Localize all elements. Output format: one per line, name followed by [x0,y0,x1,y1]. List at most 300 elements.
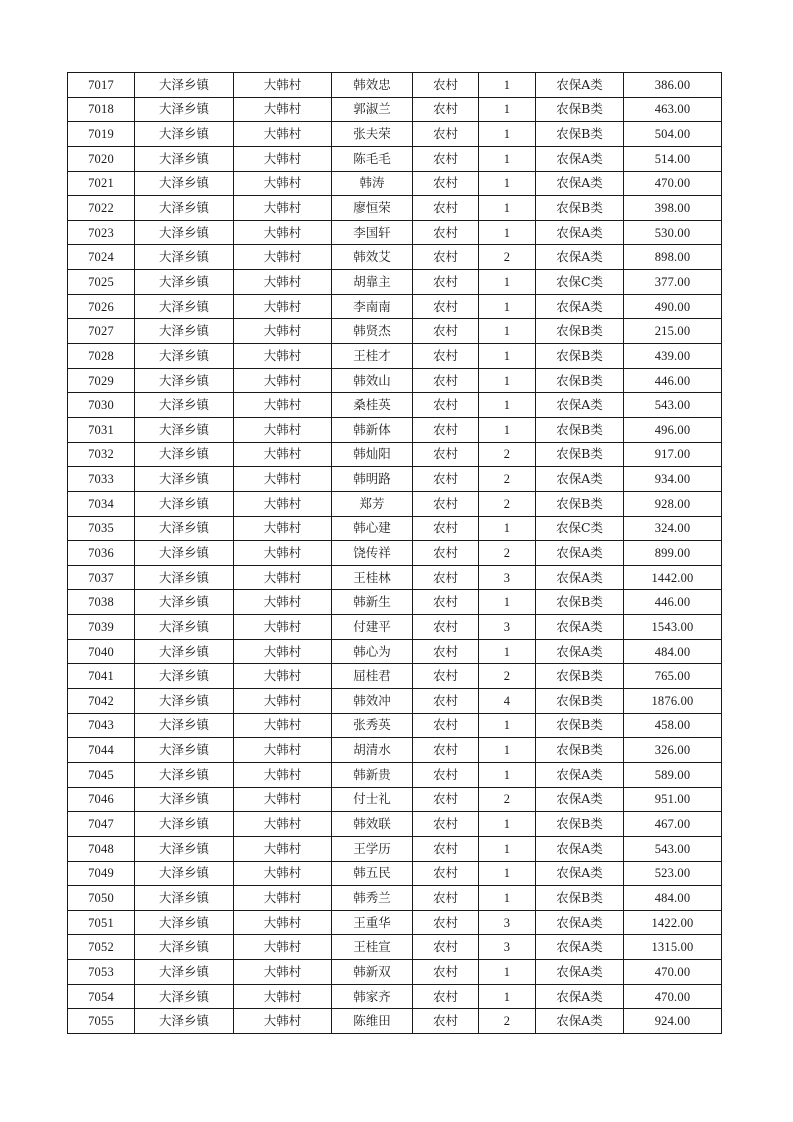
name-cell: 屈桂君 [332,664,413,689]
serial-number-cell: 7022 [68,196,135,221]
serial-number-cell: 7029 [68,368,135,393]
village-cell: 大韩村 [234,664,332,689]
amount-cell: 898.00 [624,245,722,270]
name-cell: 韩效冲 [332,689,413,714]
township-cell: 大泽乡镇 [135,639,234,664]
member-count-cell: 1 [479,393,536,418]
household-type-cell: 农村 [413,467,479,492]
village-cell: 大韩村 [234,861,332,886]
serial-number-cell: 7049 [68,861,135,886]
category-cell: 农保A类 [536,836,624,861]
village-cell: 大韩村 [234,590,332,615]
village-cell: 大韩村 [234,886,332,911]
member-count-cell: 1 [479,886,536,911]
township-cell: 大泽乡镇 [135,319,234,344]
township-cell: 大泽乡镇 [135,910,234,935]
township-cell: 大泽乡镇 [135,146,234,171]
village-cell: 大韩村 [234,935,332,960]
township-cell: 大泽乡镇 [135,294,234,319]
household-type-cell: 农村 [413,738,479,763]
township-cell: 大泽乡镇 [135,713,234,738]
category-cell: 农保B类 [536,368,624,393]
village-cell: 大韩村 [234,146,332,171]
household-type-cell: 农村 [413,319,479,344]
serial-number-cell: 7037 [68,565,135,590]
serial-number-cell: 7041 [68,664,135,689]
amount-cell: 589.00 [624,762,722,787]
serial-number-cell: 7055 [68,1009,135,1034]
member-count-cell: 1 [479,196,536,221]
household-type-cell: 农村 [413,762,479,787]
household-type-cell: 农村 [413,442,479,467]
member-count-cell: 2 [479,541,536,566]
name-cell: 韩效艾 [332,245,413,270]
serial-number-cell: 7054 [68,984,135,1009]
village-cell: 大韩村 [234,294,332,319]
category-cell: 农保A类 [536,565,624,590]
member-count-cell: 1 [479,146,536,171]
serial-number-cell: 7030 [68,393,135,418]
name-cell: 陈毛毛 [332,146,413,171]
household-type-cell: 农村 [413,910,479,935]
village-cell: 大韩村 [234,689,332,714]
serial-number-cell: 7024 [68,245,135,270]
category-cell: 农保B类 [536,886,624,911]
village-cell: 大韩村 [234,73,332,98]
category-cell: 农保A类 [536,639,624,664]
category-cell: 农保A类 [536,73,624,98]
township-cell: 大泽乡镇 [135,417,234,442]
village-cell: 大韩村 [234,467,332,492]
member-count-cell: 1 [479,639,536,664]
name-cell: 韩五民 [332,861,413,886]
village-cell: 大韩村 [234,738,332,763]
serial-number-cell: 7026 [68,294,135,319]
name-cell: 韩效联 [332,812,413,837]
name-cell: 饶传祥 [332,541,413,566]
household-type-cell: 农村 [413,960,479,985]
name-cell: 王桂宣 [332,935,413,960]
member-count-cell: 1 [479,590,536,615]
member-count-cell: 1 [479,861,536,886]
table-row [68,196,722,221]
amount-cell: 446.00 [624,590,722,615]
serial-number-cell: 7050 [68,886,135,911]
village-cell: 大韩村 [234,960,332,985]
village-cell: 大韩村 [234,122,332,147]
township-cell: 大泽乡镇 [135,935,234,960]
category-cell: 农保B类 [536,664,624,689]
serial-number-cell: 7031 [68,417,135,442]
member-count-cell: 1 [479,713,536,738]
amount-cell: 326.00 [624,738,722,763]
category-cell: 农保B类 [536,319,624,344]
name-cell: 付建平 [332,615,413,640]
name-cell: 郑芳 [332,491,413,516]
name-cell: 韩心建 [332,516,413,541]
category-cell: 农保A类 [536,984,624,1009]
category-cell: 农保A类 [536,762,624,787]
member-count-cell: 1 [479,294,536,319]
name-cell: 廖恒荣 [332,196,413,221]
amount-cell: 1543.00 [624,615,722,640]
amount-cell: 924.00 [624,1009,722,1034]
village-cell: 大韩村 [234,245,332,270]
village-cell: 大韩村 [234,713,332,738]
household-type-cell: 农村 [413,1009,479,1034]
village-cell: 大韩村 [234,836,332,861]
village-cell: 大韩村 [234,171,332,196]
household-type-cell: 农村 [413,245,479,270]
table-row [68,467,722,492]
amount-cell: 765.00 [624,664,722,689]
serial-number-cell: 7046 [68,787,135,812]
category-cell: 农保B类 [536,122,624,147]
table-row [68,565,722,590]
amount-cell: 514.00 [624,146,722,171]
table-row [68,516,722,541]
name-cell: 李南南 [332,294,413,319]
village-cell: 大韩村 [234,442,332,467]
serial-number-cell: 7038 [68,590,135,615]
serial-number-cell: 7047 [68,812,135,837]
amount-cell: 377.00 [624,270,722,295]
household-type-cell: 农村 [413,146,479,171]
name-cell: 张秀英 [332,713,413,738]
category-cell: 农保C类 [536,516,624,541]
category-cell: 农保B类 [536,344,624,369]
village-cell: 大韩村 [234,787,332,812]
township-cell: 大泽乡镇 [135,467,234,492]
township-cell: 大泽乡镇 [135,97,234,122]
name-cell: 韩新贵 [332,762,413,787]
member-count-cell: 1 [479,960,536,985]
township-cell: 大泽乡镇 [135,787,234,812]
village-cell: 大韩村 [234,97,332,122]
name-cell: 韩灿阳 [332,442,413,467]
village-cell: 大韩村 [234,615,332,640]
member-count-cell: 2 [479,491,536,516]
township-cell: 大泽乡镇 [135,762,234,787]
serial-number-cell: 7027 [68,319,135,344]
member-count-cell: 1 [479,171,536,196]
household-type-cell: 农村 [413,368,479,393]
serial-number-cell: 7036 [68,541,135,566]
name-cell: 韩心为 [332,639,413,664]
serial-number-cell: 7020 [68,146,135,171]
serial-number-cell: 7048 [68,836,135,861]
household-type-cell: 农村 [413,615,479,640]
amount-cell: 1876.00 [624,689,722,714]
village-cell: 大韩村 [234,368,332,393]
table-row [68,393,722,418]
table-row [68,368,722,393]
name-cell: 桑桂英 [332,393,413,418]
member-count-cell: 1 [479,984,536,1009]
category-cell: 农保A类 [536,146,624,171]
member-count-cell: 1 [479,344,536,369]
category-cell: 农保A类 [536,910,624,935]
member-count-cell: 1 [479,220,536,245]
member-count-cell: 1 [479,417,536,442]
name-cell: 王桂林 [332,565,413,590]
table-row [68,960,722,985]
household-type-cell: 农村 [413,541,479,566]
table-row [68,97,722,122]
table-row [68,664,722,689]
amount-cell: 446.00 [624,368,722,393]
table-row [68,689,722,714]
household-type-cell: 农村 [413,417,479,442]
serial-number-cell: 7034 [68,491,135,516]
amount-cell: 934.00 [624,467,722,492]
name-cell: 韩明路 [332,467,413,492]
township-cell: 大泽乡镇 [135,393,234,418]
member-count-cell: 3 [479,565,536,590]
member-count-cell: 2 [479,442,536,467]
table-row [68,935,722,960]
township-cell: 大泽乡镇 [135,565,234,590]
name-cell: 王重华 [332,910,413,935]
household-type-cell: 农村 [413,294,479,319]
category-cell: 农保B类 [536,97,624,122]
member-count-cell: 3 [479,935,536,960]
household-type-cell: 农村 [413,935,479,960]
township-cell: 大泽乡镇 [135,220,234,245]
village-cell: 大韩村 [234,984,332,1009]
household-type-cell: 农村 [413,220,479,245]
village-cell: 大韩村 [234,1009,332,1034]
township-cell: 大泽乡镇 [135,122,234,147]
amount-cell: 951.00 [624,787,722,812]
household-type-cell: 农村 [413,812,479,837]
serial-number-cell: 7039 [68,615,135,640]
category-cell: 农保B类 [536,196,624,221]
household-type-cell: 农村 [413,171,479,196]
member-count-cell: 1 [479,738,536,763]
amount-cell: 398.00 [624,196,722,221]
village-cell: 大韩村 [234,910,332,935]
township-cell: 大泽乡镇 [135,245,234,270]
name-cell: 张夫荣 [332,122,413,147]
household-type-cell: 农村 [413,516,479,541]
category-cell: 农保A类 [536,541,624,566]
category-cell: 农保A类 [536,935,624,960]
table-row [68,910,722,935]
village-cell: 大韩村 [234,220,332,245]
amount-cell: 504.00 [624,122,722,147]
category-cell: 农保A类 [536,245,624,270]
township-cell: 大泽乡镇 [135,738,234,763]
member-count-cell: 1 [479,122,536,147]
table-row [68,762,722,787]
name-cell: 韩新双 [332,960,413,985]
township-cell: 大泽乡镇 [135,836,234,861]
category-cell: 农保B类 [536,738,624,763]
amount-cell: 470.00 [624,984,722,1009]
member-count-cell: 1 [479,812,536,837]
table-row [68,984,722,1009]
village-cell: 大韩村 [234,270,332,295]
member-count-cell: 2 [479,664,536,689]
household-type-cell: 农村 [413,836,479,861]
table-row [68,787,722,812]
amount-cell: 1442.00 [624,565,722,590]
member-count-cell: 1 [479,270,536,295]
village-cell: 大韩村 [234,565,332,590]
name-cell: 韩新体 [332,417,413,442]
township-cell: 大泽乡镇 [135,664,234,689]
village-cell: 大韩村 [234,319,332,344]
amount-cell: 215.00 [624,319,722,344]
serial-number-cell: 7023 [68,220,135,245]
township-cell: 大泽乡镇 [135,541,234,566]
village-cell: 大韩村 [234,762,332,787]
table-row [68,171,722,196]
amount-cell: 458.00 [624,713,722,738]
village-cell: 大韩村 [234,344,332,369]
table-row [68,639,722,664]
category-cell: 农保B类 [536,812,624,837]
table-row [68,836,722,861]
name-cell: 韩涛 [332,171,413,196]
table-row [68,1009,722,1034]
household-type-cell: 农村 [413,713,479,738]
amount-cell: 917.00 [624,442,722,467]
serial-number-cell: 7044 [68,738,135,763]
serial-number-cell: 7028 [68,344,135,369]
table-row [68,294,722,319]
name-cell: 胡清水 [332,738,413,763]
name-cell: 付士礼 [332,787,413,812]
name-cell: 王学历 [332,836,413,861]
member-count-cell: 1 [479,319,536,344]
village-cell: 大韩村 [234,417,332,442]
category-cell: 农保A类 [536,960,624,985]
name-cell: 韩秀兰 [332,886,413,911]
category-cell: 农保B类 [536,590,624,615]
amount-cell: 543.00 [624,393,722,418]
category-cell: 农保A类 [536,787,624,812]
household-type-cell: 农村 [413,787,479,812]
name-cell: 陈维田 [332,1009,413,1034]
table-row [68,73,722,98]
amount-cell: 543.00 [624,836,722,861]
amount-cell: 899.00 [624,541,722,566]
amount-cell: 484.00 [624,886,722,911]
township-cell: 大泽乡镇 [135,689,234,714]
township-cell: 大泽乡镇 [135,73,234,98]
amount-cell: 1422.00 [624,910,722,935]
name-cell: 王桂才 [332,344,413,369]
household-type-cell: 农村 [413,97,479,122]
table-row [68,344,722,369]
category-cell: 农保C类 [536,270,624,295]
name-cell: 韩家齐 [332,984,413,1009]
name-cell: 韩效山 [332,368,413,393]
serial-number-cell: 7021 [68,171,135,196]
household-type-cell: 农村 [413,886,479,911]
table-row [68,442,722,467]
category-cell: 农保A类 [536,171,624,196]
member-count-cell: 3 [479,615,536,640]
serial-number-cell: 7033 [68,467,135,492]
table-row [68,615,722,640]
village-cell: 大韩村 [234,196,332,221]
amount-cell: 1315.00 [624,935,722,960]
serial-number-cell: 7040 [68,639,135,664]
category-cell: 农保B类 [536,713,624,738]
township-cell: 大泽乡镇 [135,196,234,221]
table-row [68,812,722,837]
household-type-cell: 农村 [413,639,479,664]
township-cell: 大泽乡镇 [135,590,234,615]
name-cell: 胡靠主 [332,270,413,295]
serial-number-cell: 7051 [68,910,135,935]
table-row [68,319,722,344]
amount-cell: 490.00 [624,294,722,319]
category-cell: 农保A类 [536,467,624,492]
township-cell: 大泽乡镇 [135,886,234,911]
table-row [68,738,722,763]
serial-number-cell: 7018 [68,97,135,122]
amount-cell: 470.00 [624,171,722,196]
household-type-cell: 农村 [413,73,479,98]
roster-table-body [68,73,722,1034]
member-count-cell: 1 [479,516,536,541]
serial-number-cell: 7043 [68,713,135,738]
township-cell: 大泽乡镇 [135,812,234,837]
township-cell: 大泽乡镇 [135,984,234,1009]
table-row [68,220,722,245]
amount-cell: 484.00 [624,639,722,664]
serial-number-cell: 7019 [68,122,135,147]
township-cell: 大泽乡镇 [135,1009,234,1034]
table-row [68,245,722,270]
table-row [68,491,722,516]
village-cell: 大韩村 [234,516,332,541]
member-count-cell: 1 [479,97,536,122]
member-count-cell: 1 [479,368,536,393]
member-count-cell: 1 [479,836,536,861]
member-count-cell: 4 [479,689,536,714]
serial-number-cell: 7032 [68,442,135,467]
village-cell: 大韩村 [234,639,332,664]
member-count-cell: 1 [479,73,536,98]
village-cell: 大韩村 [234,541,332,566]
amount-cell: 467.00 [624,812,722,837]
table-row [68,541,722,566]
member-count-cell: 2 [479,245,536,270]
household-type-cell: 农村 [413,344,479,369]
member-count-cell: 3 [479,910,536,935]
serial-number-cell: 7053 [68,960,135,985]
amount-cell: 463.00 [624,97,722,122]
table-row [68,270,722,295]
serial-number-cell: 7017 [68,73,135,98]
name-cell: 李国轩 [332,220,413,245]
category-cell: 农保A类 [536,615,624,640]
household-type-cell: 农村 [413,122,479,147]
township-cell: 大泽乡镇 [135,615,234,640]
table-row [68,886,722,911]
amount-cell: 324.00 [624,516,722,541]
member-count-cell: 2 [479,467,536,492]
serial-number-cell: 7052 [68,935,135,960]
name-cell: 郭淑兰 [332,97,413,122]
category-cell: 农保A类 [536,220,624,245]
member-count-cell: 2 [479,787,536,812]
